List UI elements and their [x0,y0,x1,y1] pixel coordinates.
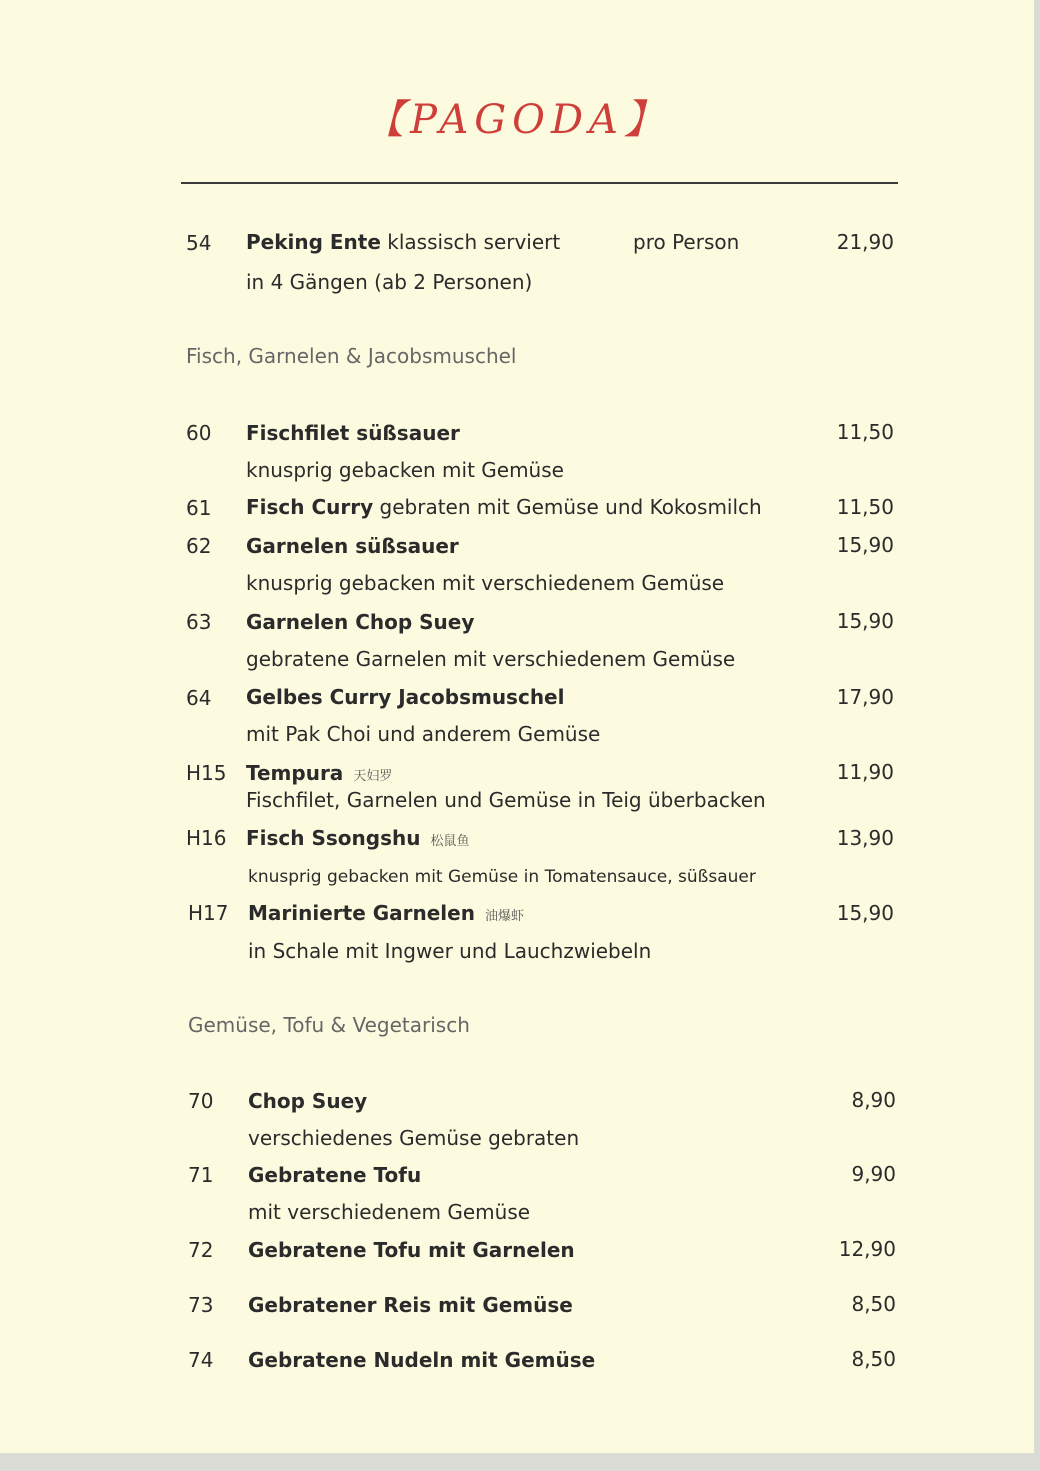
item-number: 54 [186,231,212,255]
item-price: 9,90 [851,1162,896,1186]
item-number: H17 [188,901,229,925]
item-description: mit Pak Choi und anderem Gemüse [246,722,601,746]
item-description: knusprig gebacken mit verschiedenem Gemüse [246,571,725,595]
item-number: 64 [186,686,212,710]
item-name: Tempura [246,761,344,785]
item-description: in Schale mit Ingwer und Lauchzwiebeln [248,939,652,963]
item-name: Garnelen Chop Suey [246,610,475,634]
item-description: verschiedenes Gemüse gebraten [248,1126,580,1150]
per-person-label: pro Person [633,230,740,254]
item-price: 21,90 [836,230,894,254]
item-number: 72 [188,1238,214,1262]
item-description: knusprig gebacken mit Gemüse [246,458,564,482]
item-number: 71 [188,1163,214,1187]
item-title [246,495,762,519]
item-name: Gelbes Curry Jacobsmuschel [246,685,565,709]
item-title [246,230,560,254]
item-name: Gebratene Tofu [248,1163,422,1187]
item-inline-desc: gebraten mit Gemüse und Kokosmilch [379,495,762,519]
section-heading-veg: Gemüse, Tofu & Vegetarisch [188,1013,470,1037]
restaurant-title: 【PAGODA】 [364,97,670,143]
item-number: H16 [186,826,227,850]
item-name: Fisch Ssongshu [246,826,421,850]
item-name: Gebratener Reis mit Gemüse [248,1293,573,1317]
item-number: 62 [186,534,212,558]
item-number: 74 [188,1348,214,1372]
item-price: 11,90 [836,760,894,784]
item-name: Fischfilet süßsauer [246,421,460,445]
item-number: H15 [186,761,227,785]
item-price: 17,90 [836,685,894,709]
item-name: Fisch Curry [246,495,374,519]
item-price: 8,50 [851,1347,896,1371]
item-number: 60 [186,421,212,445]
item-description: in 4 Gängen (ab 2 Personen) [246,270,533,294]
item-price: 15,90 [836,533,894,557]
item-description: gebratene Garnelen mit verschiedenem Gemüse [246,647,736,671]
item-price: 13,90 [836,826,894,850]
chinese-name: 油爆虾 [484,909,524,924]
item-name: Chop Suey [248,1089,368,1113]
item-description: mit verschiedenem Gemüse [248,1200,531,1224]
item-name: Marinierte Garnelen [248,901,475,925]
item-inline-desc: klassisch serviert [387,230,561,254]
chinese-name: 松鼠鱼 [430,834,470,849]
item-name: Gebratene Tofu mit Garnelen [248,1238,575,1262]
item-description: Fischfilet, Garnelen und Gemüse in Teig überbacken [246,788,766,812]
item-price: 15,90 [836,609,894,633]
item-number: 61 [186,496,212,520]
item-title [246,826,469,854]
item-name: Garnelen süßsauer [246,534,459,558]
item-price: 15,90 [836,901,894,925]
item-number: 73 [188,1293,214,1317]
item-price: 11,50 [836,420,894,444]
item-price: 8,90 [851,1088,896,1112]
header-divider [181,182,898,184]
item-title [246,761,392,789]
item-price: 8,50 [851,1292,896,1316]
item-price: 12,90 [838,1237,896,1261]
item-name: Gebratene Nudeln mit Gemüse [248,1348,596,1372]
item-number: 70 [188,1089,214,1113]
item-description: knusprig gebacken mit Gemüse in Tomatensauce, süßsauer [248,867,756,887]
item-name: Peking Ente [246,230,381,254]
item-number: 63 [186,610,212,634]
chinese-name: 天妇罗 [353,769,393,784]
item-price: 11,50 [836,495,894,519]
item-title [248,901,524,929]
section-heading-fish: Fisch, Garnelen & Jacobsmuschel [186,344,517,368]
